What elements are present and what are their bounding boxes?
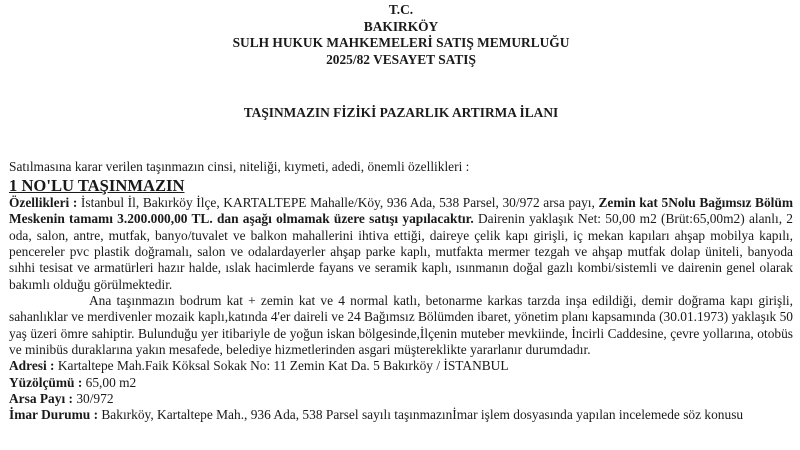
building-paragraph: Ana taşınmazın bodrum kat + zemin kat ve 4 normal katlı, betonarme karkas tarzda inşa edildiği, demir doğrama kapı girişli, sahanlıklar ve merdivenler mozaik kaplı,katında 4'er daireli ve 24 Bağımsız Bölümden ibaret, yönetim planı kapsamında (30.01.1973) yaklaşık 50 yaş üzeri ömre sahiptir. Bulunduğu yer itibariyle de yoğun iskan bölgesinde,İlçenin muteber mevkiinde, İncirli Caddesine, çevre yollarına, otobüs ve minibüs duraklarına yakın mesafede, belediye hizmetlerinden asgari müştereklikte yararlanır durumdadır. <box>9 293 793 358</box>
announcement-title: TAŞINMAZIN FİZİKİ PAZARLIK ARTIRMA İLANI <box>243 105 559 120</box>
header-office: SULH HUKUK MAHKEMELERİ SATIŞ MEMURLUĞU <box>232 35 570 50</box>
features-bold-text: Zemin kat 5Nolu Bağımsız Bölüm Meskenin tamamı 3.200.000,00 TL. dan aşağı olmamak üzere satışı yapılacaktır. <box>9 195 793 227</box>
header-district: BAKIRKÖY <box>363 18 439 34</box>
zoning-value: Bakırköy, Kartaltepe Mah., 936 Ada, 538 Parsel sayılı taşınmazınİmar işlem dosyasında yapılan incelemede söz konusu <box>98 407 744 423</box>
features-text-2: Dairenin yaklaşık Net: 50,00 m2 (Brüt:65,00m2) alanlı, 2 oda, salon, antre, mutfak, banyo/tuvalet ve balkon mahallerini ihtiva ettiği, daireye çelik kapı girişli, iç mekan kapıları ahşap mobilya kapılı, pencereler pvc plastik doğramalı, salon ve odalardayerler ahşap parke kaplı, mutfakta mermer tezgah ve ahşap mutfak dolap üniteli, banyoda sıhhi tesisat ve armatürleri hazır halde, ıslak hacimlerde fayans ve seramik kaplı, ısınmanın doğal gazlı kombi/sistemli ve dairenin genel olarak bakımlı olduğu görülmektedir. <box>9 211 793 292</box>
header-country: T.C. <box>388 2 414 17</box>
area-label: Yüzölçümü : <box>9 374 83 390</box>
address-value: Kartaltepe Mah.Faik Köksal Sokak No: 11 Zemin Kat Da. 5 Bakırköy / İSTANBUL <box>54 358 509 374</box>
land-share-label: Arsa Payı : <box>9 391 73 407</box>
area-value: 65,00 m2 <box>82 374 137 390</box>
features-label: Özellikleri : <box>9 195 78 210</box>
zoning-label: İmar Durumu : <box>9 407 99 423</box>
intro-text: Satılmasına karar verilen taşınmazın cinsi, niteliği, kıymeti, adedi, önemli özellikleri : <box>9 159 470 174</box>
address-line <box>9 358 793 374</box>
zoning-line <box>9 407 793 423</box>
header-case-number: 2025/82 VESAYET SATIŞ <box>326 51 476 67</box>
area-line <box>9 375 793 391</box>
address-label: Adresi : <box>9 358 55 374</box>
features-paragraph <box>9 195 793 293</box>
land-share-line <box>9 391 793 407</box>
features-text-1: İstanbul İl, Bakırköy İlçe, KARTALTEPE Mahalle/Köy, 936 Ada, 538 Parsel, 30/972 arsa payı, <box>77 195 599 210</box>
document-header <box>9 0 793 68</box>
land-share-value: 30/972 <box>72 391 114 407</box>
property-heading: 1 NO'LU TAŞINMAZIN <box>9 176 185 195</box>
